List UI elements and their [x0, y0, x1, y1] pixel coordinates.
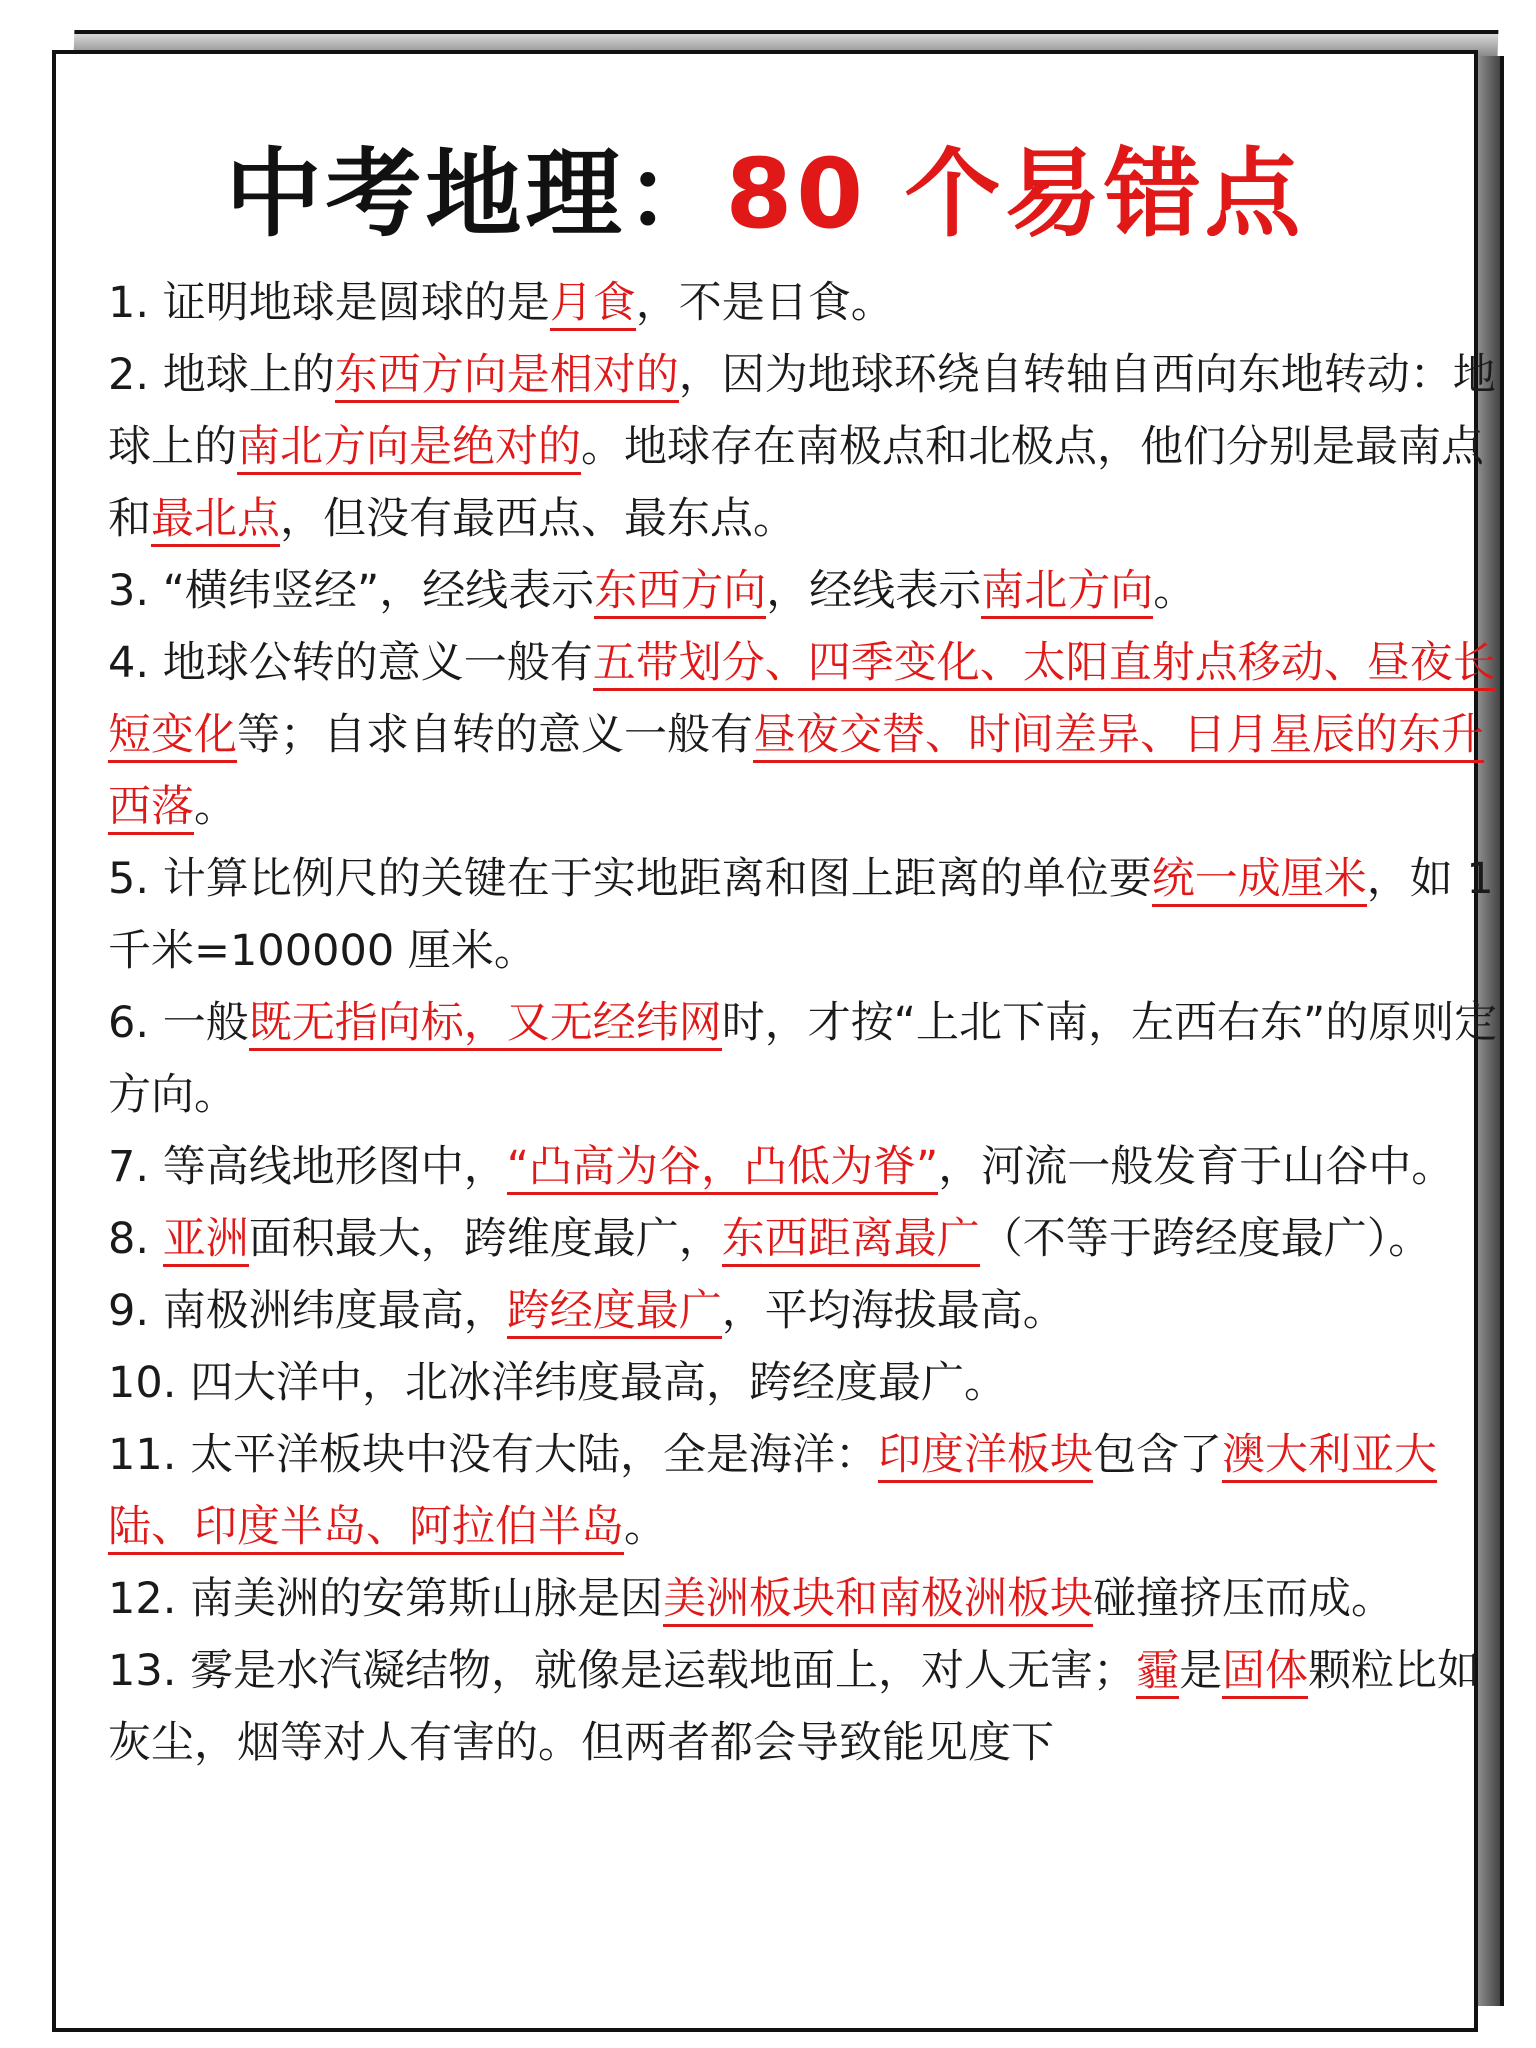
faded-text-area — [56, 1834, 316, 1994]
item-text: ，不是日食。 — [635, 278, 894, 328]
item-number: 2. — [108, 350, 163, 400]
item-text: ，经线表示 — [766, 566, 982, 616]
item-number: 13. — [108, 1646, 191, 1696]
item-number: 3. — [108, 566, 163, 616]
item-text: ，但没有最西点、最东点。 — [280, 494, 796, 544]
error-points-list — [108, 267, 1498, 1779]
item-text: 碰撞挤压而成。 — [1093, 1574, 1395, 1624]
key-point-highlight: 统一成厘米 — [1152, 854, 1367, 907]
key-point-highlight: “凸高为谷，凸低为脊” — [507, 1142, 939, 1195]
key-point-highlight: 昼夜交替、时间差异、日月星辰的东升西落 — [108, 710, 1484, 835]
item-number: 7. — [108, 1142, 163, 1192]
item-text: 雾是水汽凝结物，就像是运载地面上，对人无害； — [190, 1646, 1137, 1696]
key-point-highlight: 东西方向 — [594, 566, 766, 619]
key-point-highlight: 南北方向 — [981, 566, 1153, 619]
item-number: 12. — [108, 1574, 191, 1624]
item-text: 等；自求自转的意义一般有 — [237, 710, 753, 760]
key-point-highlight: 东西距离最广 — [722, 1214, 980, 1267]
item-text: ，河流一般发育于山谷中。 — [938, 1142, 1455, 1192]
item-number: 4. — [108, 638, 163, 688]
list-item — [108, 1203, 1498, 1275]
item-text: 时，才按“上北下南，左西右东”的原则定方向。 — [108, 998, 1498, 1120]
item-text: 颗粒比如灰尘，烟等对人有害的。但两者都会导致能见度下 — [108, 1646, 1481, 1768]
list-item — [108, 1635, 1498, 1779]
item-text: 太平洋板块中没有大陆，全是海洋： — [190, 1430, 879, 1480]
key-point-highlight: 亚洲 — [163, 1214, 249, 1267]
item-text: 包含了 — [1093, 1430, 1223, 1480]
item-text: 地球公转的意义一般有 — [162, 638, 593, 688]
item-number: 9. — [108, 1286, 163, 1336]
list-item — [108, 1275, 1498, 1347]
item-text: 南极洲纬度最高， — [162, 1286, 507, 1336]
key-point-highlight: 五带划分、四季变化、太阳直射点移动、昼夜长短变化 — [108, 638, 1496, 763]
list-item — [108, 1347, 1498, 1419]
key-point-highlight: 澳大利亚大陆、印度半岛、阿拉伯半岛 — [108, 1430, 1437, 1555]
item-text: 。 — [1153, 566, 1197, 616]
list-item — [108, 1419, 1498, 1563]
list-item — [108, 1131, 1498, 1203]
key-point-highlight: 东西方向是相对的 — [335, 350, 679, 403]
key-point-highlight: 美洲板块和南极洲板块 — [663, 1574, 1093, 1627]
item-text: 计算比例尺的关键在于实地距离和图上距离的单位要 — [162, 854, 1152, 904]
key-point-highlight: 南北方向是绝对的 — [237, 422, 581, 475]
item-number: 8. — [108, 1214, 163, 1264]
item-text: （不等于跨经度最广）。 — [979, 1214, 1432, 1264]
item-text: 。 — [194, 782, 237, 832]
key-point-highlight: 既无指向标，又无经纬网 — [249, 998, 722, 1051]
item-text: 一般 — [162, 998, 249, 1048]
list-item — [108, 987, 1498, 1131]
key-point-highlight: 固体 — [1222, 1646, 1308, 1699]
key-point-highlight: 最北点 — [151, 494, 280, 547]
item-text: 四大洋中，北冰洋纬度最高，跨经度最广。 — [190, 1358, 1008, 1408]
item-text: 地球上的 — [162, 350, 335, 400]
key-point-highlight: 跨经度最广 — [507, 1286, 722, 1339]
item-text: ，如 1 千米=100000 厘米。 — [108, 854, 1494, 976]
item-text: 面积最大，跨维度最广， — [248, 1214, 722, 1264]
title-highlight: 80 个易错点 — [725, 138, 1305, 250]
item-text: 南美洲的安第斯山脉是因 — [190, 1574, 664, 1624]
item-text: “横纬竖经”，经线表示 — [162, 566, 595, 616]
item-number: 6. — [108, 998, 163, 1048]
list-item — [108, 1563, 1498, 1635]
key-point-highlight: 月食 — [550, 278, 636, 331]
page-title — [56, 134, 1474, 254]
item-text: 证明地球是圆球的是 — [162, 278, 550, 328]
list-item — [108, 267, 1498, 339]
list-item — [108, 627, 1498, 843]
list-item — [108, 339, 1498, 555]
item-number: 10. — [108, 1358, 191, 1408]
item-number: 11. — [108, 1430, 191, 1480]
item-number: 1. — [108, 278, 163, 328]
item-text: ，平均海拔最高。 — [721, 1286, 1066, 1336]
item-text: 。 — [624, 1502, 667, 1552]
item-number: 5. — [108, 854, 163, 904]
key-point-highlight: 霾 — [1136, 1646, 1179, 1699]
list-item — [108, 555, 1498, 627]
item-text: 是 — [1179, 1646, 1223, 1696]
item-text: 等高线地形图中， — [162, 1142, 507, 1192]
document-page — [52, 50, 1498, 2032]
list-item — [108, 843, 1498, 987]
item-text: 。地球存在南极点和北极点，他们分别是最南点和 — [108, 422, 1484, 544]
key-point-highlight: 印度洋板块 — [878, 1430, 1093, 1483]
title-prefix: 中考地理： — [225, 138, 726, 250]
item-text: ，因为地球环绕自转轴自西向东地转动：地球上的 — [108, 350, 1496, 472]
